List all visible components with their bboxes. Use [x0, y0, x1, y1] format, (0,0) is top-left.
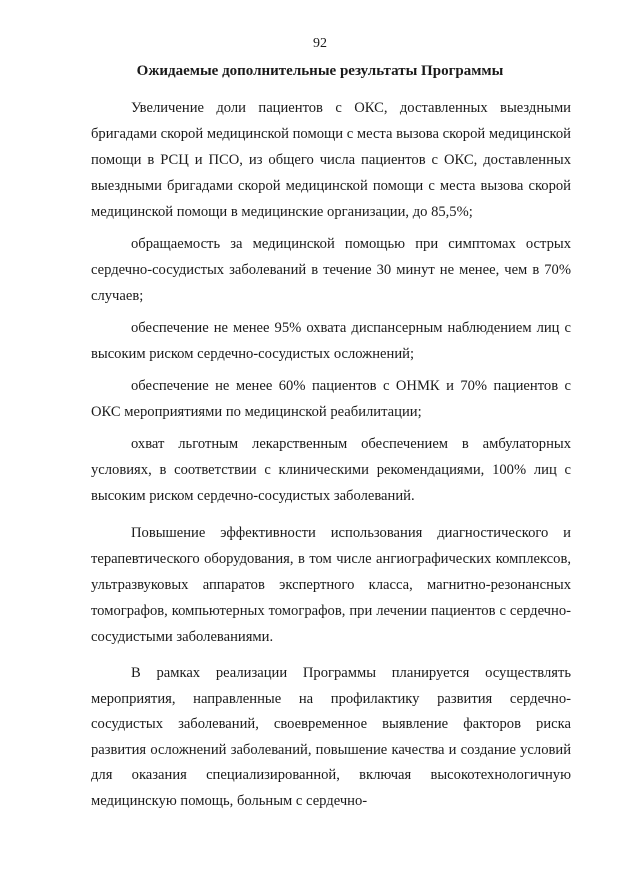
page-number: 92	[313, 36, 327, 51]
body-text	[91, 95, 571, 814]
section-heading: Ожидаемые дополнительные результаты Программы	[136, 63, 504, 79]
paragraph-rehabilitation: обеспечение не менее 60% пациентов с ОНМК и 70% пациентов с ОКС мероприятиями по медицинской реабилитации;	[91, 378, 571, 420]
paragraph-program-measures: В рамках реализации Программы планируется осуществлять мероприятия, направленные на профилактику развития сердечно-сосудистых заболеваний, своевременное выявление факторов риска развития осложнений заболеваний, повышение качества и создание условий для оказания специализированной, включая высокотехнологичную медицинскую помощь, больным с сердечно-	[91, 665, 571, 809]
paragraph-appeal-rate: обращаемость за медицинской помощью при симптомах острых сердечно-сосудистых заболеваний в течение 30 минут не менее, чем в 70% случаев;	[91, 236, 571, 304]
paragraph-equipment-efficiency: Повышение эффективности использования диагностического и терапевтического оборудования, в том числе ангиографических комплексов, ультразвуковых аппаратов экспертного класса, магнитно-резонансных томографов, компьютерных томографов, при лечении пациентов с сердечно-сосудистыми заболеваниями.	[91, 525, 571, 645]
paragraph-oks-delivery: Увеличение доли пациентов с ОКС, доставленных выездными бригадами скорой медицинской помощи с места вызова скорой медицинской помощи в РСЦ и ПСО, из общего числа пациентов с ОКС, доставленных выездными бригадами скорой медицинской помощи с места вызова скорой медицинской помощи в медицинские организации, до 85,5%;	[91, 100, 571, 220]
paragraph-drug-provision: охват льготным лекарственным обеспечением в амбулаторных условиях, в соответствии с клиническими рекомендациями, 100% лиц с высоким риском сердечно-сосудистых заболеваний.	[91, 436, 571, 504]
paragraph-dispensary-coverage: обеспечение не менее 95% охвата диспансерным наблюдением лиц с высоким риском сердечно-сосудистых осложнений;	[91, 320, 571, 362]
